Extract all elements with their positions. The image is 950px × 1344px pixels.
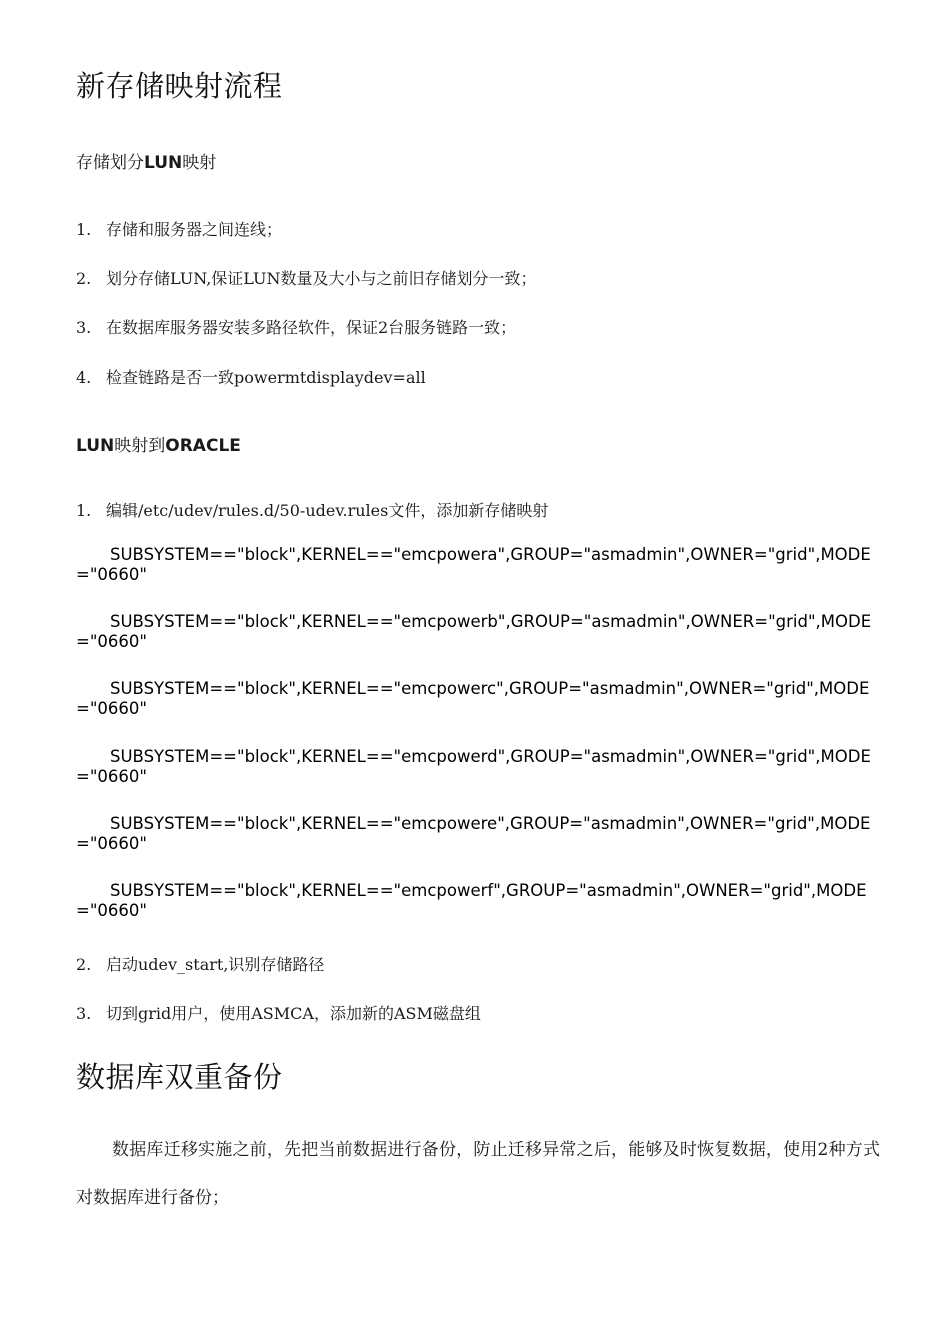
list-item-text: 切到grid用户，使用ASMCA，添加新的ASM磁盘组 — [106, 1004, 481, 1023]
list-item — [76, 952, 324, 975]
list-item-number: 2. — [76, 269, 92, 288]
heading-db-double-backup: 数据库双重备份 — [76, 1060, 283, 1094]
subheading-lun-mapping — [76, 148, 216, 173]
subheading-suffix: 映射 — [182, 153, 217, 173]
subheading-latin-1: LUN — [76, 436, 115, 456]
list-item — [76, 315, 516, 338]
list-item — [76, 498, 548, 521]
udev-rule-line: SUBSYSTEM=="block",KERNEL=="emcpowera",GROUP="asmadmin",OWNER="grid",MODE="0660" — [76, 545, 871, 584]
subheading-latin-2: ORACLE — [165, 436, 241, 456]
list-item-text: 启动udev_start,识别存储路径 — [106, 955, 325, 974]
udev-rule-line: SUBSYSTEM=="block",KERNEL=="emcpowerf",GROUP="asmadmin",OWNER="grid",MODE="0660" — [76, 881, 867, 920]
list-item-text: 编辑/etc/udev/rules.d/50-udev.rules文件，添加新存储映射 — [106, 501, 549, 520]
list-item-number: 3. — [76, 1004, 92, 1023]
udev-rule-line: SUBSYSTEM=="block",KERNEL=="emcpowerd",GROUP="asmadmin",OWNER="grid",MODE="0660" — [76, 747, 871, 786]
heading-new-storage-mapping: 新存储映射流程 — [76, 69, 283, 103]
subheading-latin: LUN — [144, 153, 183, 173]
list-item — [76, 266, 537, 289]
list-item — [76, 365, 426, 388]
list-item-text: 划分存储LUN,保证LUN数量及大小与之前旧存储划分一致； — [106, 269, 537, 288]
list-item-number: 1. — [76, 220, 92, 239]
subheading-middle: 映射到 — [114, 436, 166, 456]
udev-rule-line: SUBSYSTEM=="block",KERNEL=="emcpowere",GROUP="asmadmin",OWNER="grid",MODE="0660" — [76, 814, 871, 853]
list-item-number: 3. — [76, 318, 92, 337]
list-item-text: 检查链路是否一致powermtdisplaydev=all — [106, 368, 426, 387]
list-item-number: 4. — [76, 368, 92, 387]
list-item-number: 1. — [76, 501, 92, 520]
list-item-text: 存储和服务器之间连线； — [106, 220, 283, 239]
subheading-prefix: 存储划分 — [76, 153, 144, 173]
body-paragraph: 数据库迁移实施之前，先把当前数据进行备份，防止迁移异常之后，能够及时恢复数据，使用2种方式对数据库进行备份； — [76, 1140, 880, 1208]
list-item-text: 在数据库服务器安装多路径软件，保证2台服务链路一致； — [106, 318, 517, 337]
list-item — [76, 217, 282, 240]
subheading-lun-to-oracle — [76, 431, 241, 456]
list-item-number: 2. — [76, 955, 92, 974]
list-item — [76, 1001, 481, 1024]
udev-rule-line: SUBSYSTEM=="block",KERNEL=="emcpowerc",GROUP="asmadmin",OWNER="grid",MODE="0660" — [76, 679, 870, 718]
udev-rule-line: SUBSYSTEM=="block",KERNEL=="emcpowerb",GROUP="asmadmin",OWNER="grid",MODE="0660" — [76, 612, 872, 651]
